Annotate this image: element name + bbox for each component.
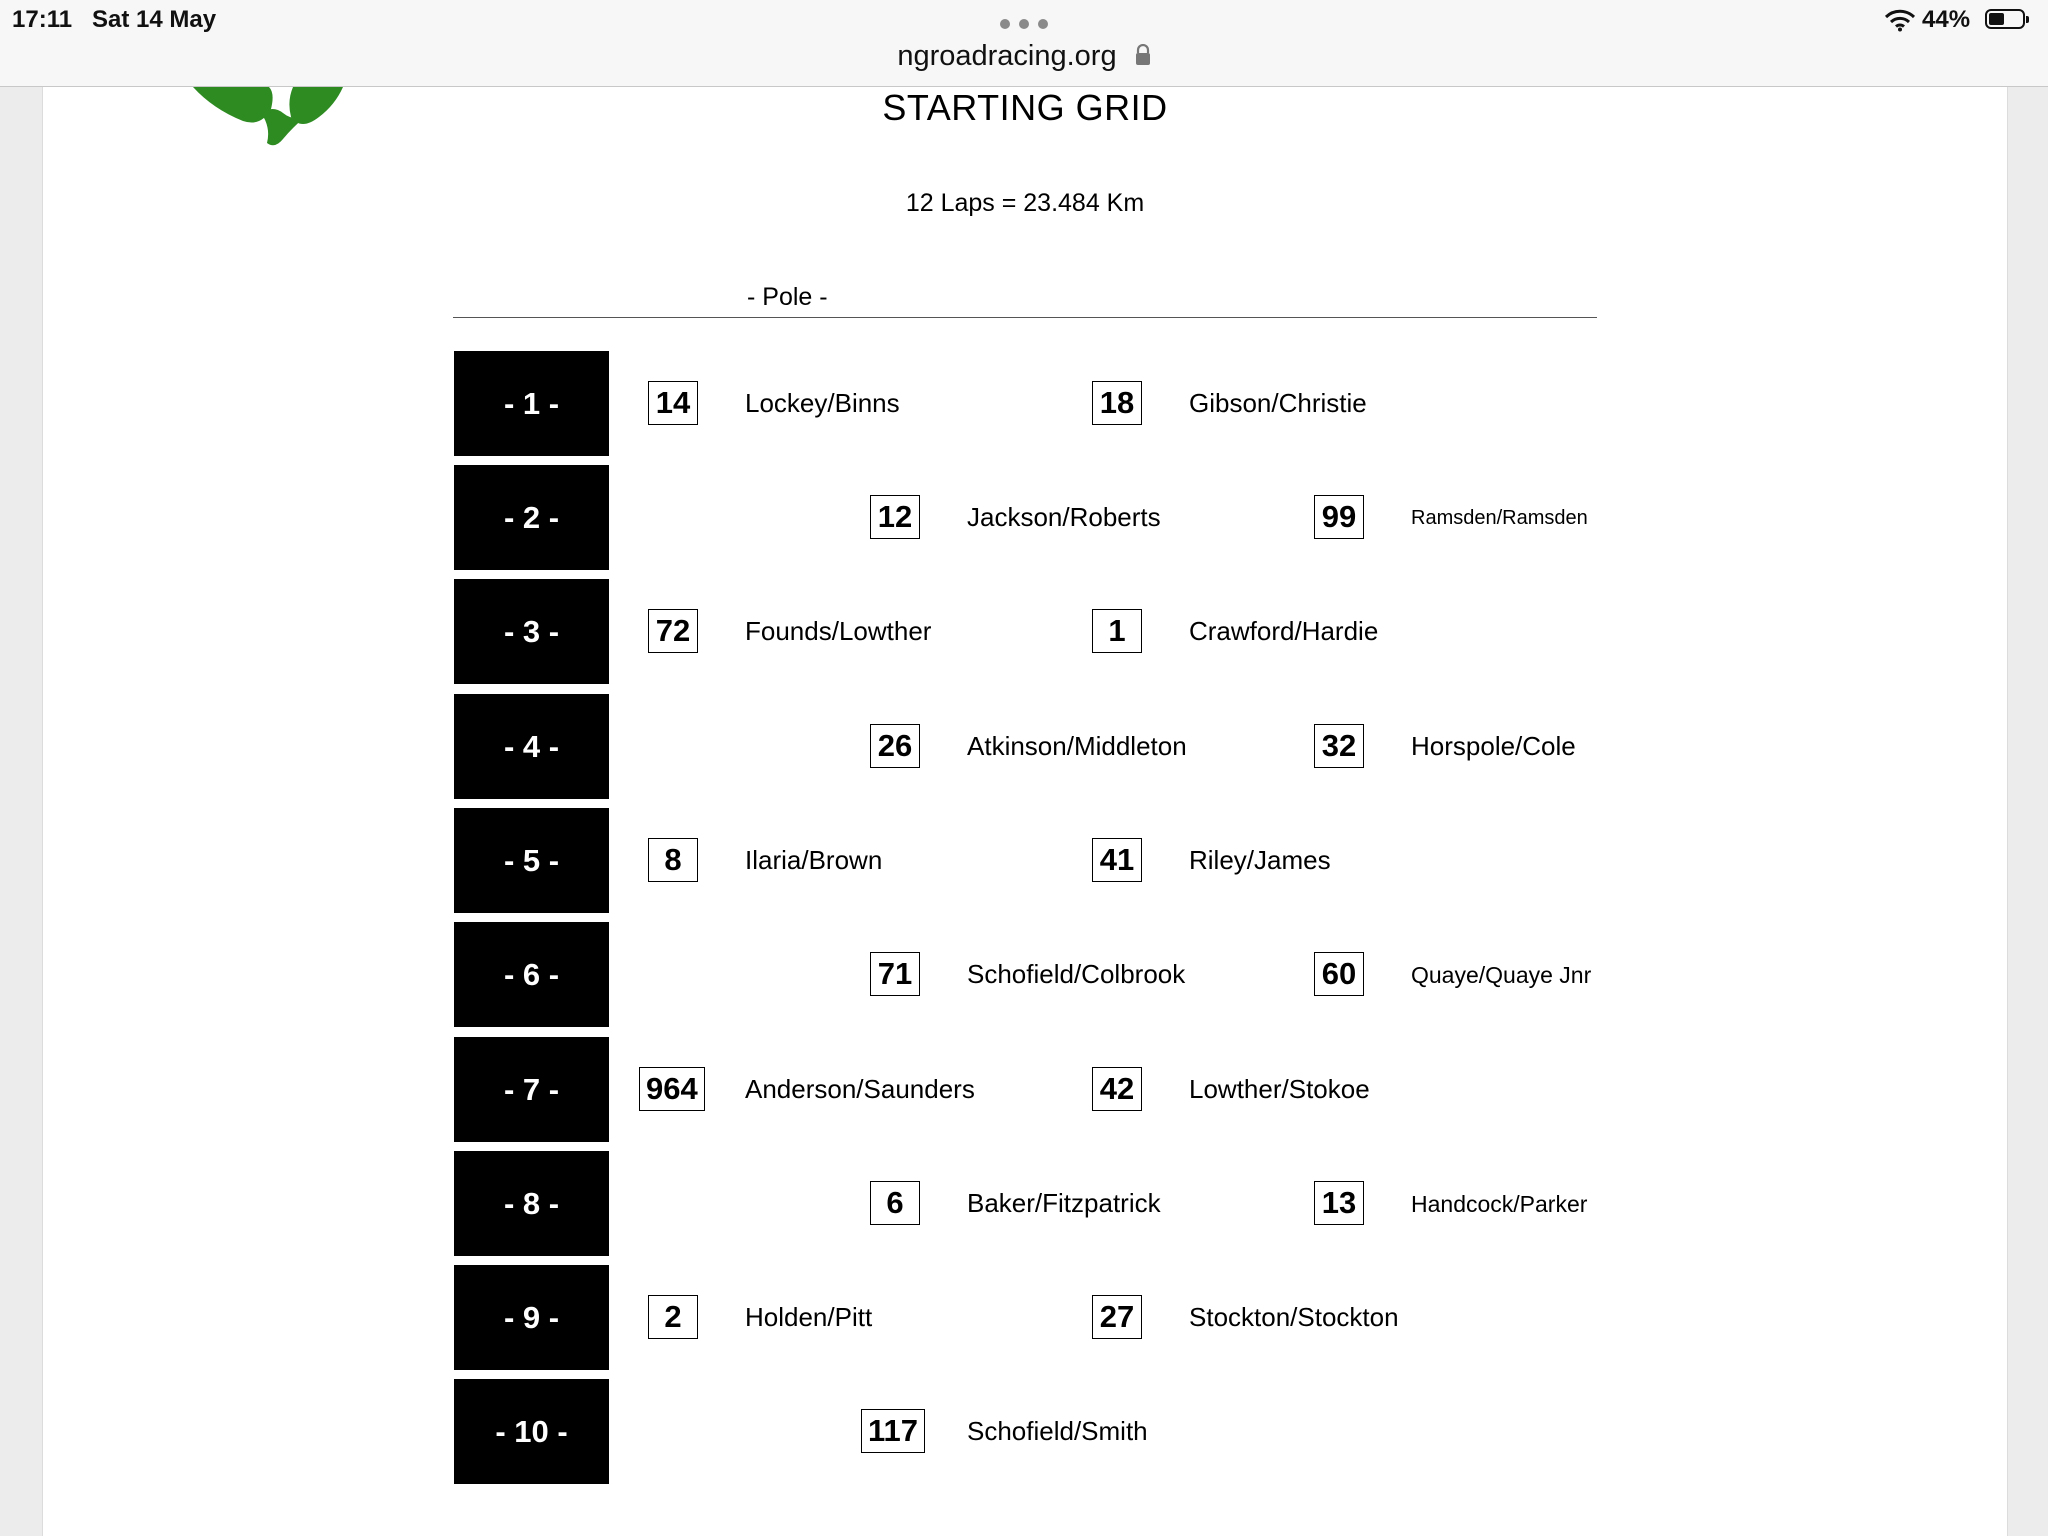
car-number: 2 — [648, 1295, 698, 1339]
grid-row-label: - 8 - — [454, 1151, 609, 1256]
grid-row-label: - 3 - — [454, 579, 609, 684]
wifi-icon — [1884, 8, 1916, 37]
url-text: ngroadracing.org — [897, 40, 1117, 72]
car-number: 964 — [639, 1067, 705, 1111]
grid-row-label: - 4 - — [454, 694, 609, 799]
car-number: 42 — [1092, 1067, 1142, 1111]
car-number: 18 — [1092, 381, 1142, 425]
status-time: 17:11 — [12, 6, 73, 33]
driver-names: Gibson/Christie — [1189, 388, 1367, 418]
driver-names: Anderson/Saunders — [745, 1074, 975, 1104]
driver-names: Founds/Lowther — [745, 616, 932, 646]
race-distance: 12 Laps = 23.484 Km — [905, 189, 1145, 217]
driver-names: Horspole/Cole — [1411, 731, 1576, 761]
multitasking-dots-icon[interactable] — [1000, 14, 1048, 34]
car-number: 14 — [648, 381, 698, 425]
car-number: 13 — [1314, 1181, 1364, 1225]
driver-names: Schofield/Smith — [967, 1416, 1148, 1446]
car-number: 12 — [870, 495, 920, 539]
car-number: 6 — [870, 1181, 920, 1225]
grid-row-label: - 9 - — [454, 1265, 609, 1370]
driver-names: Stockton/Stockton — [1189, 1302, 1399, 1332]
car-number: 26 — [870, 724, 920, 768]
driver-names: Schofield/Colbrook — [967, 959, 1186, 989]
driver-names: Holden/Pitt — [745, 1302, 873, 1332]
driver-names: Handcock/Parker — [1411, 1191, 1588, 1217]
car-number: 41 — [1092, 838, 1142, 882]
web-page — [42, 87, 2008, 1536]
driver-names: Riley/James — [1189, 845, 1331, 875]
driver-names: Baker/Fitzpatrick — [967, 1188, 1161, 1218]
car-number: 1 — [1092, 609, 1142, 653]
car-number: 32 — [1314, 724, 1364, 768]
page-title: STARTING GRID — [882, 87, 1168, 128]
driver-names: Jackson/Roberts — [967, 502, 1161, 532]
status-date: Sat 14 May — [92, 6, 217, 33]
status-bar — [0, 0, 2048, 87]
driver-names: Quaye/Quaye Jnr — [1411, 962, 1592, 988]
driver-names: Lowther/Stokoe — [1189, 1074, 1370, 1104]
grid-row-label: - 10 - — [454, 1379, 609, 1484]
driver-names: Lockey/Binns — [745, 388, 900, 418]
grid-row-label: - 5 - — [454, 808, 609, 913]
car-number: 117 — [861, 1409, 925, 1453]
driver-names: Ramsden/Ramsden — [1411, 507, 1588, 529]
driver-names: Crawford/Hardie — [1189, 616, 1379, 646]
pole-label: - Pole - — [747, 283, 828, 311]
address-bar[interactable] — [0, 40, 2048, 74]
car-number: 99 — [1314, 495, 1364, 539]
driver-names: Atkinson/Middleton — [967, 731, 1187, 761]
grid-row-label: - 6 - — [454, 922, 609, 1027]
battery-icon — [1985, 9, 2025, 29]
car-number: 71 — [870, 952, 920, 996]
car-number: 60 — [1314, 952, 1364, 996]
lock-icon — [1135, 41, 1151, 74]
battery-percentage: 44% — [1922, 6, 1971, 33]
grid-row-label: - 2 - — [454, 465, 609, 570]
car-number: 8 — [648, 838, 698, 882]
car-number: 72 — [648, 609, 698, 653]
grid-row-label: - 1 - — [454, 351, 609, 456]
divider — [453, 317, 1597, 318]
grid-row-label: - 7 - — [454, 1037, 609, 1142]
driver-names: Ilaria/Brown — [745, 845, 883, 875]
car-number: 27 — [1092, 1295, 1142, 1339]
